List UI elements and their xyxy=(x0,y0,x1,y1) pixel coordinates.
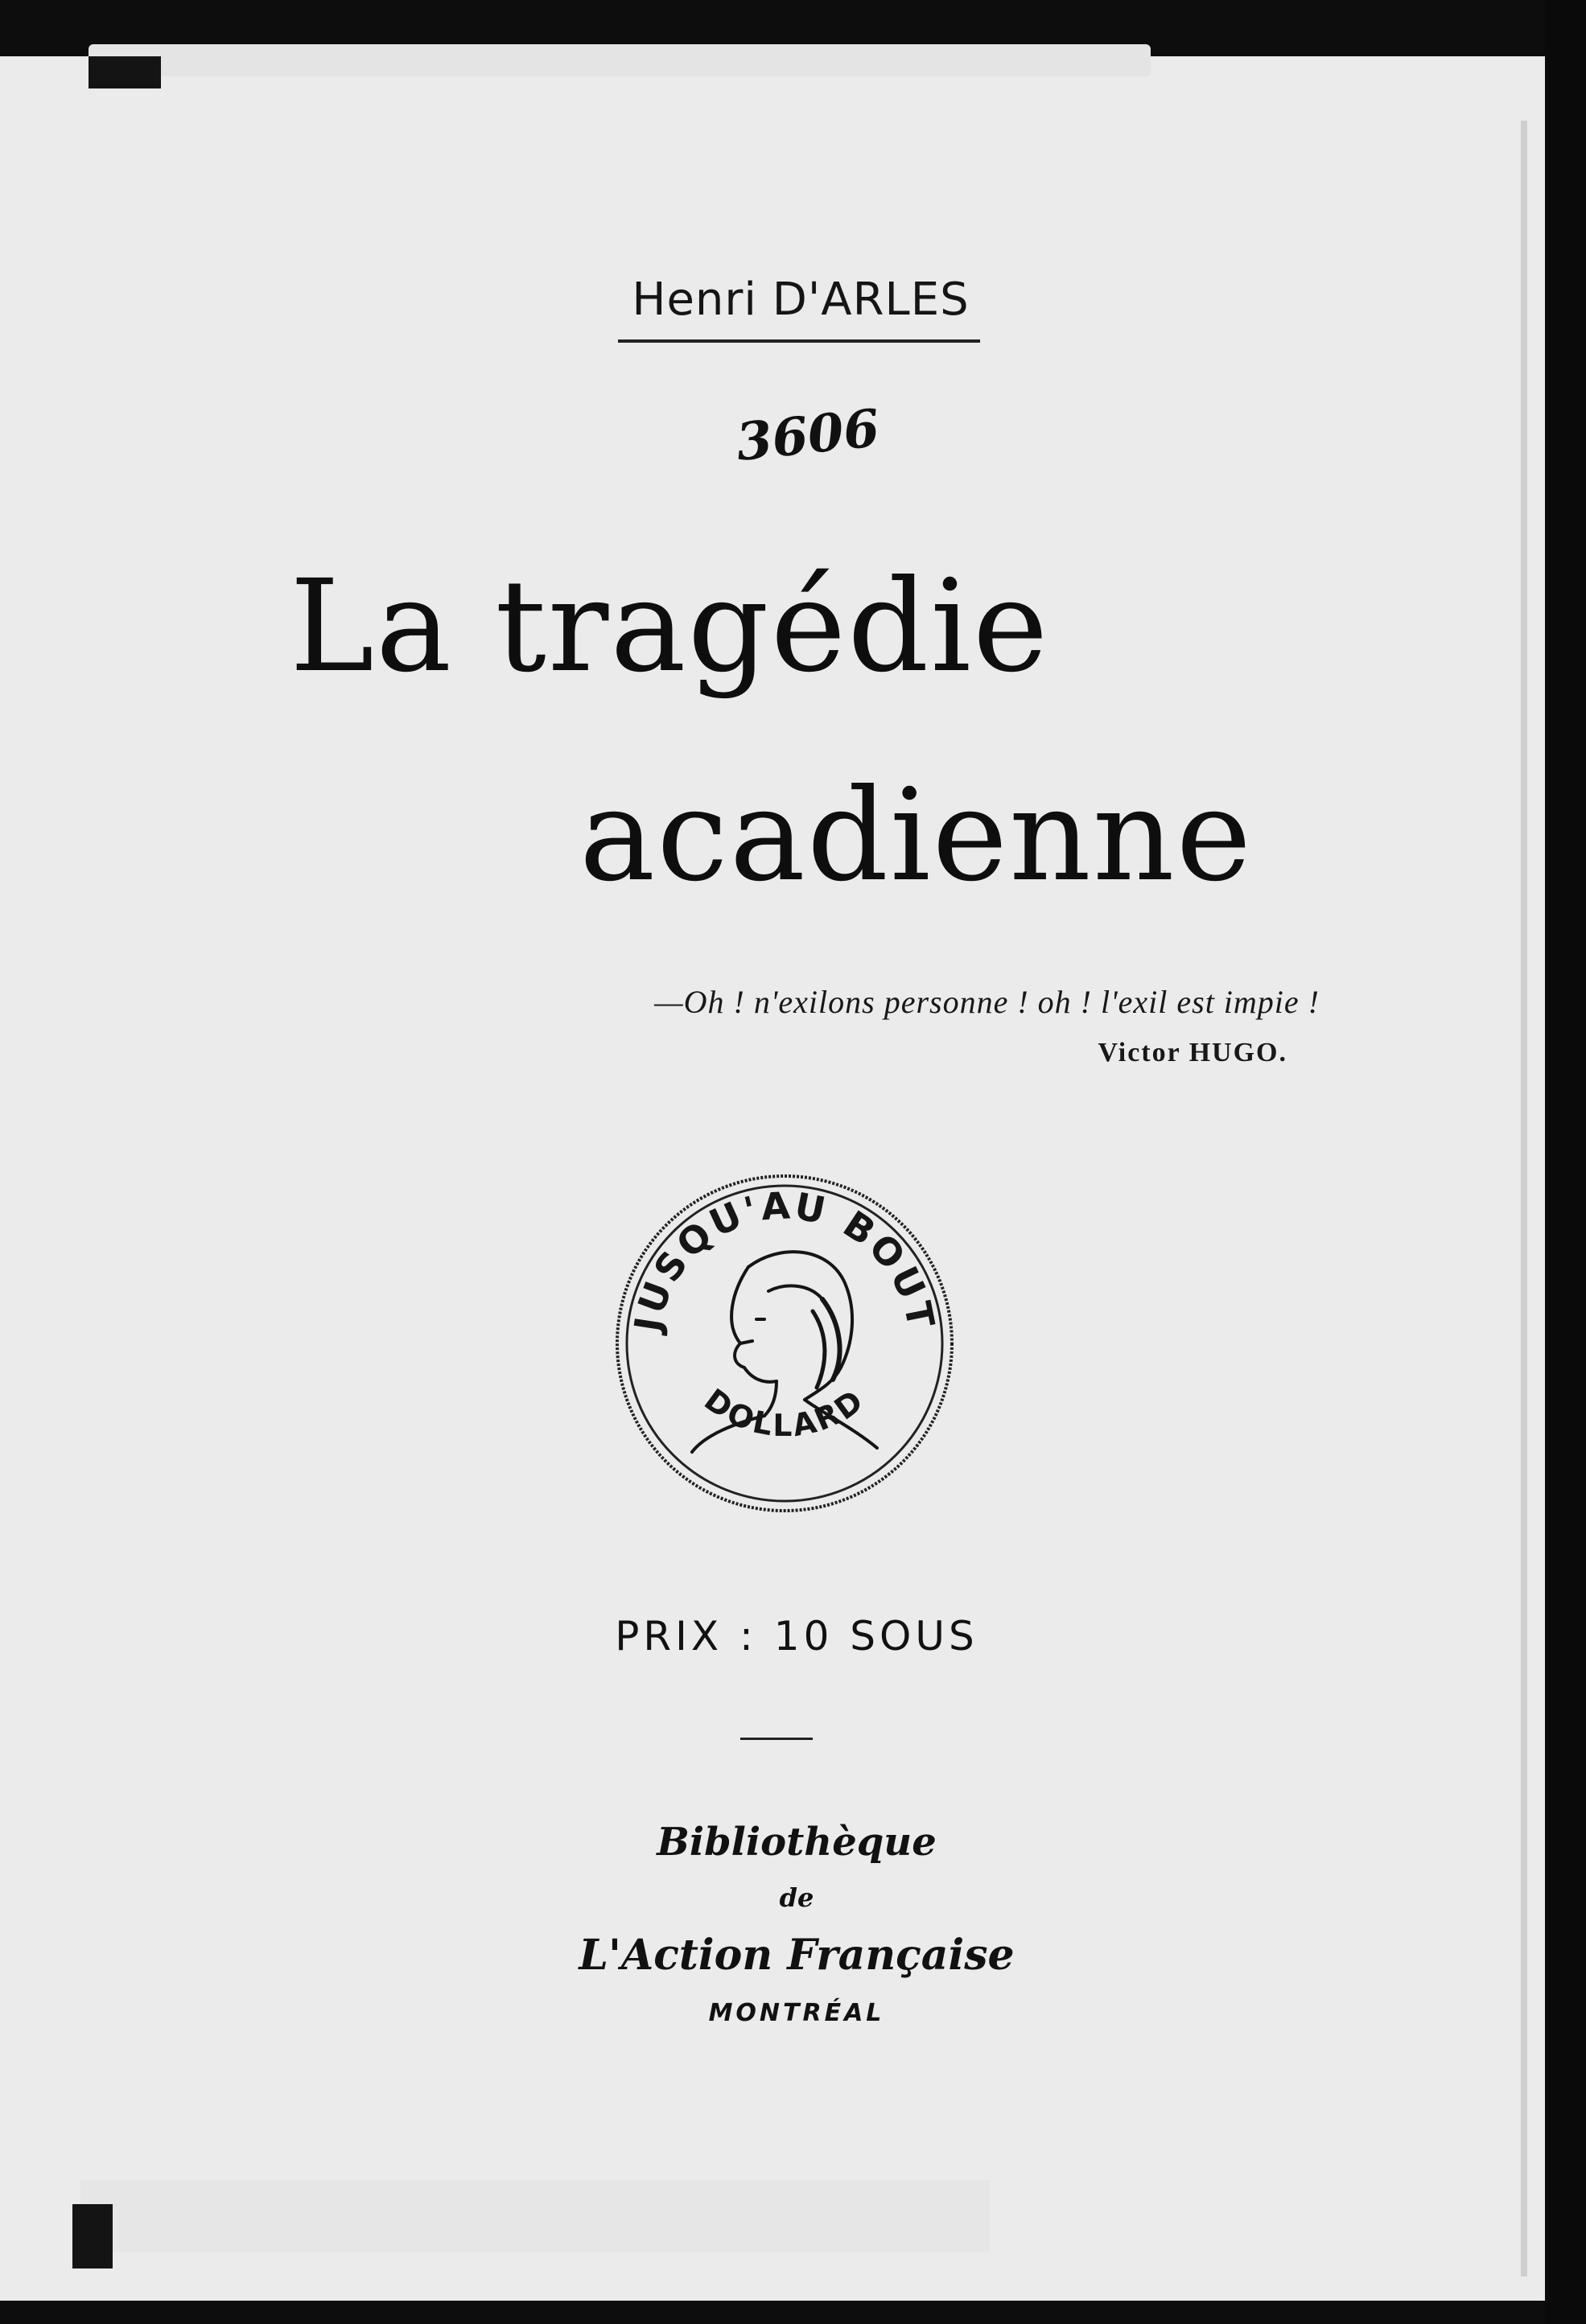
dollard-seal-emblem xyxy=(612,1170,958,1516)
binding-tab-bottom xyxy=(72,2204,113,2268)
epigraph-attribution: Victor HUGO. xyxy=(1098,1038,1287,1067)
publisher-city: MONTRÉAL xyxy=(708,1999,885,2027)
divider-rule xyxy=(740,1738,813,1740)
page-edge-top xyxy=(89,44,1151,76)
publisher-line-2: de xyxy=(779,1882,814,1913)
page-edge-right xyxy=(1521,121,1527,2277)
handwritten-shelfmark: 3606 xyxy=(733,397,883,474)
publisher-line-1: Bibliothèque xyxy=(657,1820,937,1865)
book-title-line-1: La tragédie xyxy=(290,553,1050,701)
binding-tab-top xyxy=(89,56,161,88)
author-underline xyxy=(618,339,980,343)
svg-text:JUSQU'AU BOUT xyxy=(625,1183,943,1336)
seal-name: DOLLARD xyxy=(698,1381,871,1444)
page-edge-bottom xyxy=(80,2180,990,2252)
publisher-line-3: L'Action Française xyxy=(579,1931,1015,1980)
seal-motto: JUSQU'AU BOUT xyxy=(625,1183,944,1335)
svg-text:DOLLARD xyxy=(698,1382,871,1443)
price-label: PRIX : 10 SOUS xyxy=(615,1613,978,1660)
epigraph-quote: —Oh ! n'exilons personne ! oh ! l'exil est impie ! xyxy=(654,984,1320,1020)
author-name: Henri D'ARLES xyxy=(632,274,970,326)
scan-border-right xyxy=(1545,0,1586,2324)
book-title-line-2: acadienne xyxy=(579,762,1254,910)
